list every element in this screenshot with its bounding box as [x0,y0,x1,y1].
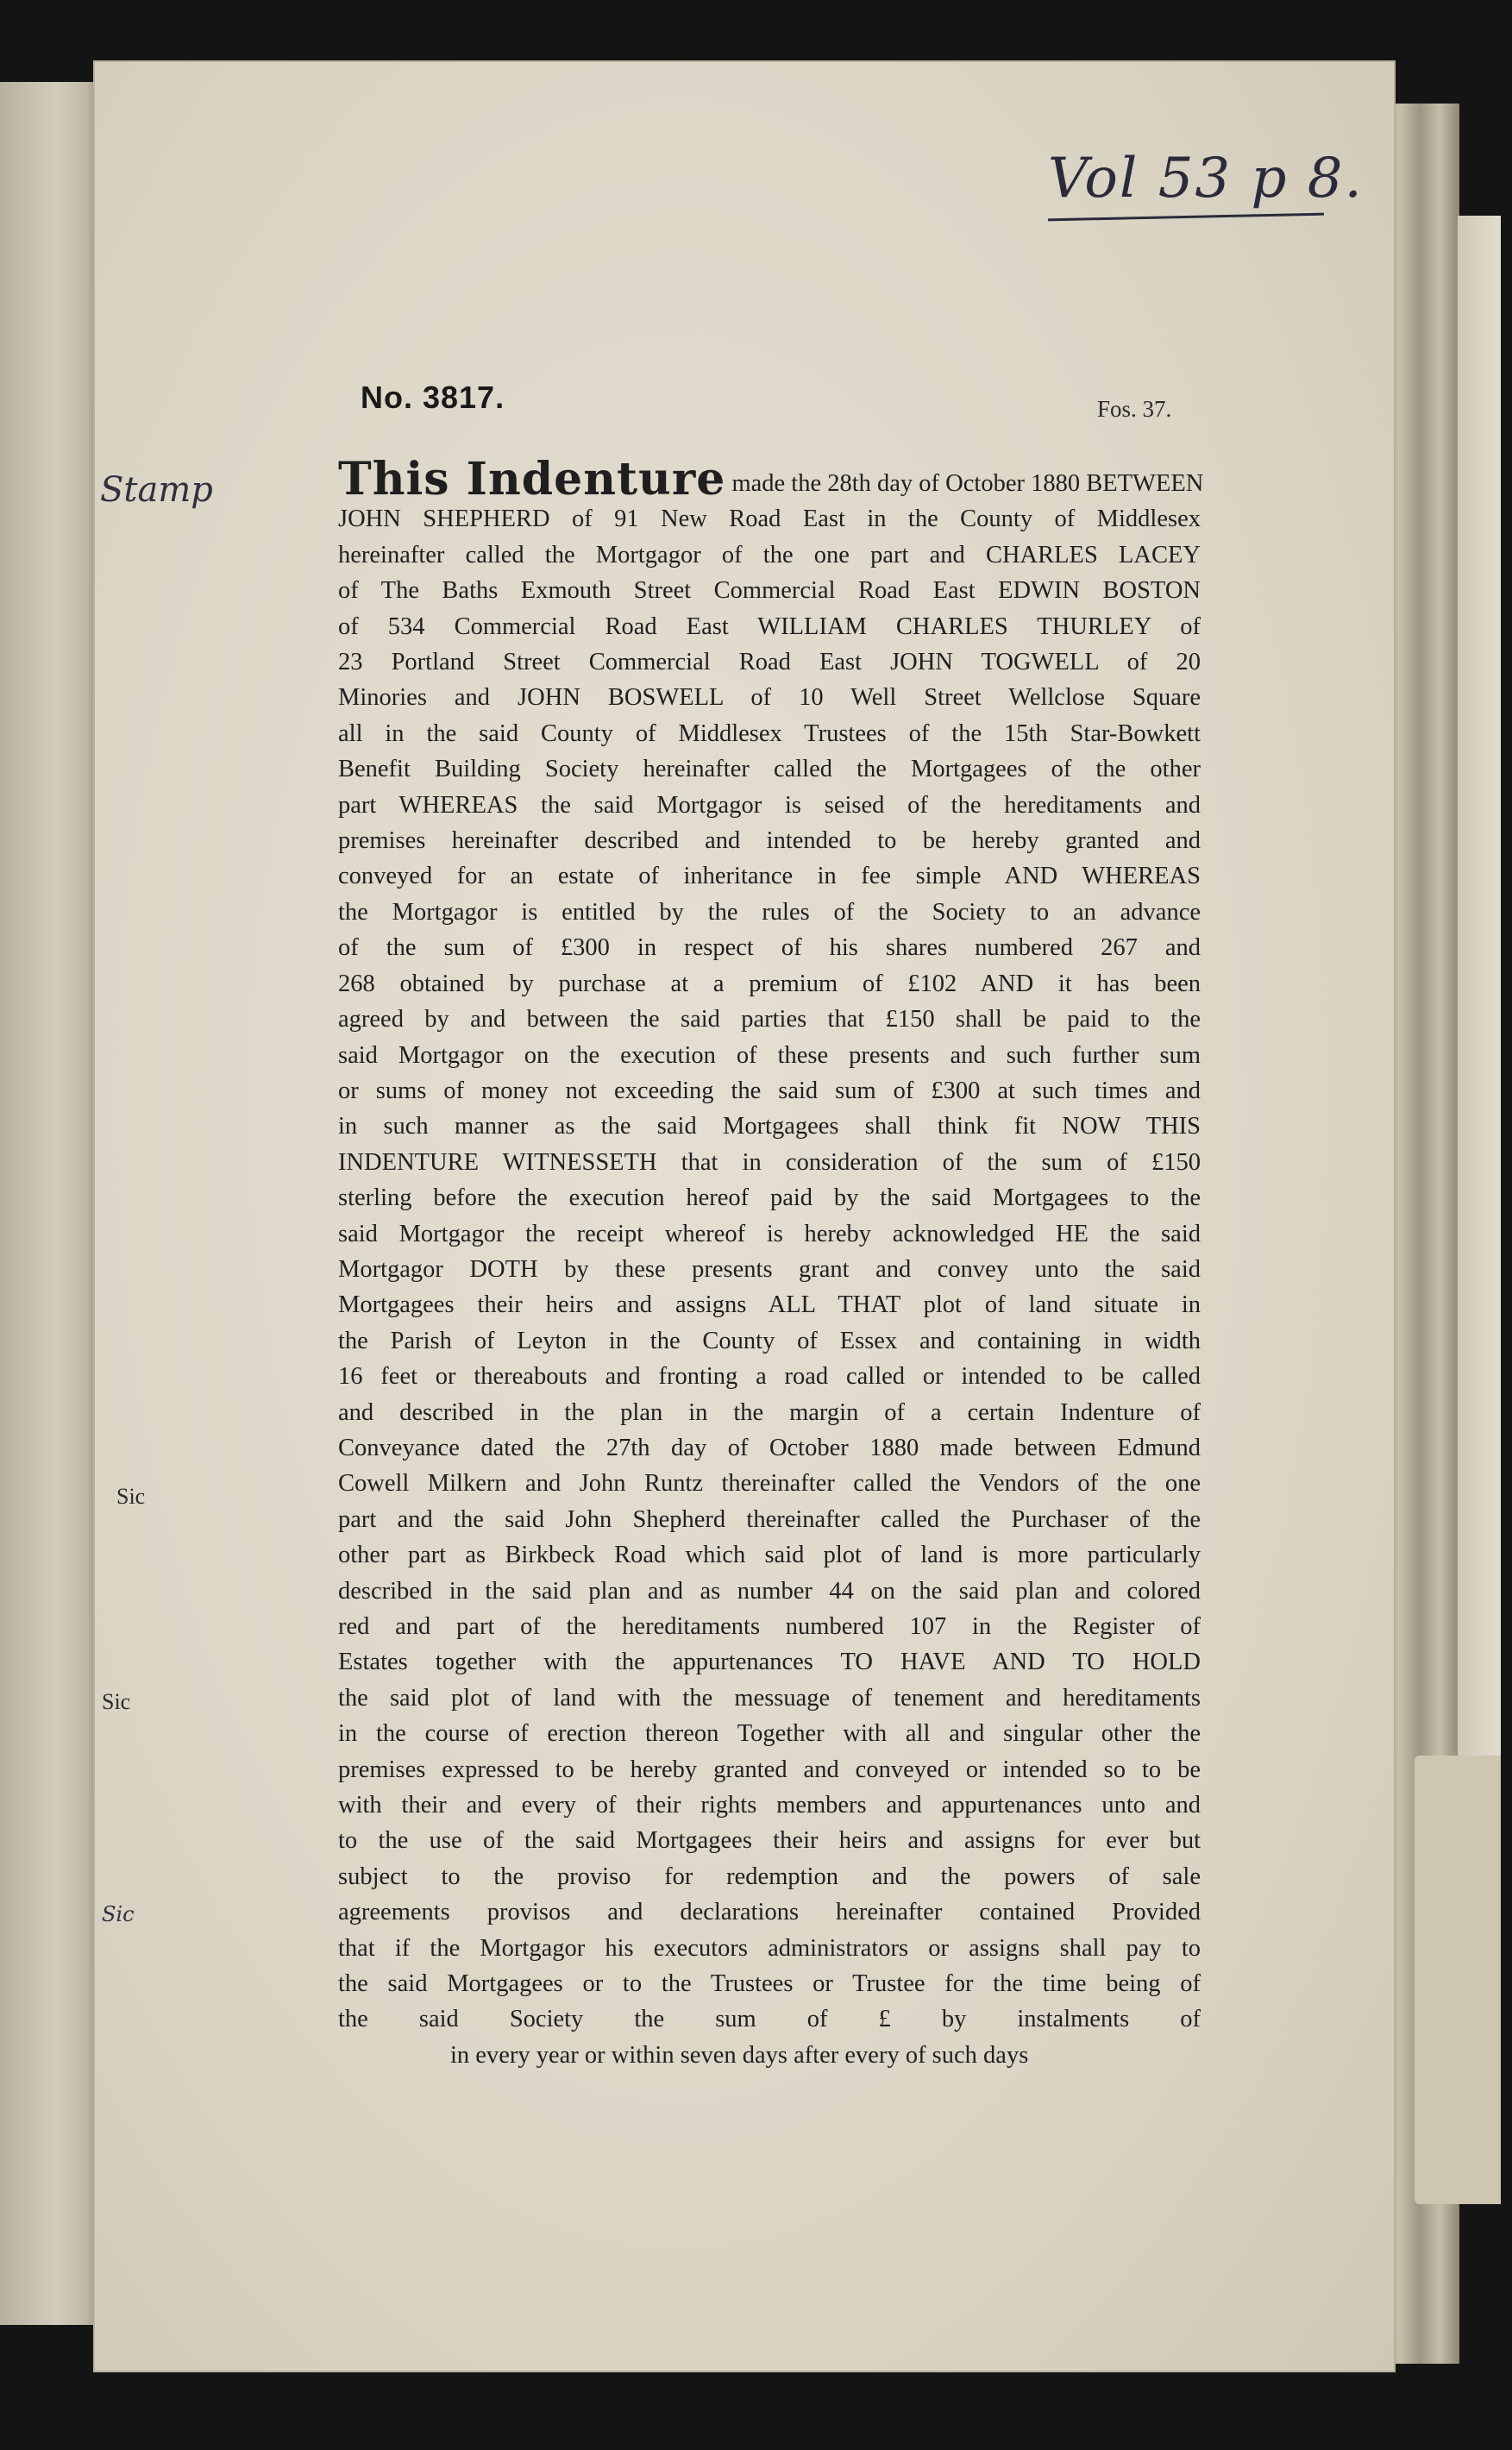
body-first-line [338,453,1204,506]
body-line: that if the Mortgagor his executors administrators or assigns shall pay to [338,1934,1201,1962]
body-line: with their and every of their rights members and appurtenances unto and [338,1792,1201,1819]
folio-count: Fos. 37. [1097,396,1172,422]
body-line: the said plot of land with the messuage of tenement and hereditaments [338,1684,1201,1712]
body-line: subject to the proviso for redemption and the powers of sale [338,1863,1201,1890]
body-line: Conveyance dated the 27th day of October 1880 made between Edmund [338,1434,1201,1461]
body-line: said Mortgagor the receipt whereof is hereby acknowledged HE the said [338,1220,1201,1247]
body-line: in the course of erection thereon Together with all and singular other the [338,1720,1201,1748]
body-line: in such manner as the said Mortgagees shall think fit NOW THIS [338,1113,1201,1140]
body-line: other part as Birkbeck Road which said plot of land is more particularly [338,1542,1201,1569]
margin-note-stamp: Stamp [100,470,213,510]
margin-note-sic-1: Sic [116,1484,146,1509]
body-line: made the 28th day of October 1880 BETWEEN [731,470,1204,497]
body-line: Benefit Building Society hereinafter called the Mortgagees of the other [338,756,1201,783]
body-line: Cowell Milkern and John Runtz thereinafter called the Vendors of the one [338,1470,1201,1498]
body-line: Mortgagor DOTH by these presents grant and convey unto the said [338,1255,1201,1283]
body-line: the said Mortgagees or to the Trustees or Trustee for the time being of [338,1970,1201,1998]
body-line: all in the said County of Middlesex Trustees of the 15th Star-Bowkett [338,719,1201,747]
body-line: the Mortgagor is entitled by the rules of the Society to an advance [338,898,1201,926]
body-line: Minories and JOHN BOSWELL of 10 Well Street Wellclose Square [338,684,1201,712]
body-line: the Parish of Leyton in the County of Essex and containing in width [338,1327,1201,1354]
body-line: to the use of the said Mortgagees their heirs and assigns for ever but [338,1827,1201,1855]
body-line: agreed by and between the said parties that £150 shall be paid to the [338,1006,1201,1033]
body-line: in every year or within seven days after every of such days [450,2041,1029,2069]
body-line: premises expressed to be hereby granted and conveyed or intended so to be [338,1756,1201,1783]
body-line: of the sum of £300 in respect of his shares numbered 267 and [338,934,1201,962]
body-line: hereinafter called the Mortgagor of the one part and CHARLES LACEY [338,541,1201,569]
body-line: agreements provisos and declarations hereinafter contained Provided [338,1899,1201,1926]
body-line: conveyed for an estate of inheritance in fee simple AND WHEREAS [338,863,1201,890]
body-line: part and the said John Shepherd thereinafter called the Purchaser of the [338,1505,1201,1533]
body-line: 268 obtained by purchase at a premium of £102 AND it has been [338,970,1201,997]
facing-page-edge [0,82,102,2325]
body-line: Mortgagees their heirs and assigns ALL THAT plot of land situate in [338,1291,1201,1319]
body-line: and described in the plan in the margin of a certain Indenture of [338,1398,1201,1426]
body-line: 16 feet or thereabouts and fronting a road called or intended to be called [338,1363,1201,1391]
body-line: of The Baths Exmouth Street Commercial Road East EDWIN BOSTON [338,577,1201,605]
body-line: the said Society the sum of £ by instalments of [338,2006,1201,2033]
body-line: Estates together with the appurtenances TO HAVE AND TO HOLD [338,1649,1201,1676]
body-line: 23 Portland Street Commercial Road East JOHN TOGWELL of 20 [338,649,1201,676]
opening-words: This Indenture [338,453,726,506]
body-line: described in the said plan and as number 44 on the said plan and colored [338,1577,1201,1605]
margin-note-sic-2: Sic [102,1689,131,1714]
body-line: of 534 Commercial Road East WILLIAM CHARLES THURLEY of [338,612,1201,640]
indenture-body [338,453,1204,2073]
body-line: JOHN SHEPHERD of 91 New Road East in the County of Middlesex [338,506,1201,533]
reference-note: Vol 53 p 8. [1048,147,1364,210]
document-number: No. 3817. [361,380,505,415]
body-line: said Mortgagor on the execution of these presents and such further sum [338,1041,1201,1069]
body-line: INDENTURE WITNESSETH that in consideration of the sum of £150 [338,1148,1201,1176]
margin-note-sic-3: Sic [102,1902,135,1926]
body-line: premises hereinafter described and intended to be hereby granted and [338,827,1201,855]
body-line: red and part of the hereditaments numbered 107 in the Register of [338,1613,1201,1640]
body-line: or sums of money not exceeding the said sum of £300 at such times and [338,1077,1201,1104]
page-tab [1415,1756,1501,2204]
body-line: part WHEREAS the said Mortgagor is seised of the hereditaments and [338,791,1201,819]
body-line: sterling before the execution hereof paid by the said Mortgagees to the [338,1184,1201,1212]
